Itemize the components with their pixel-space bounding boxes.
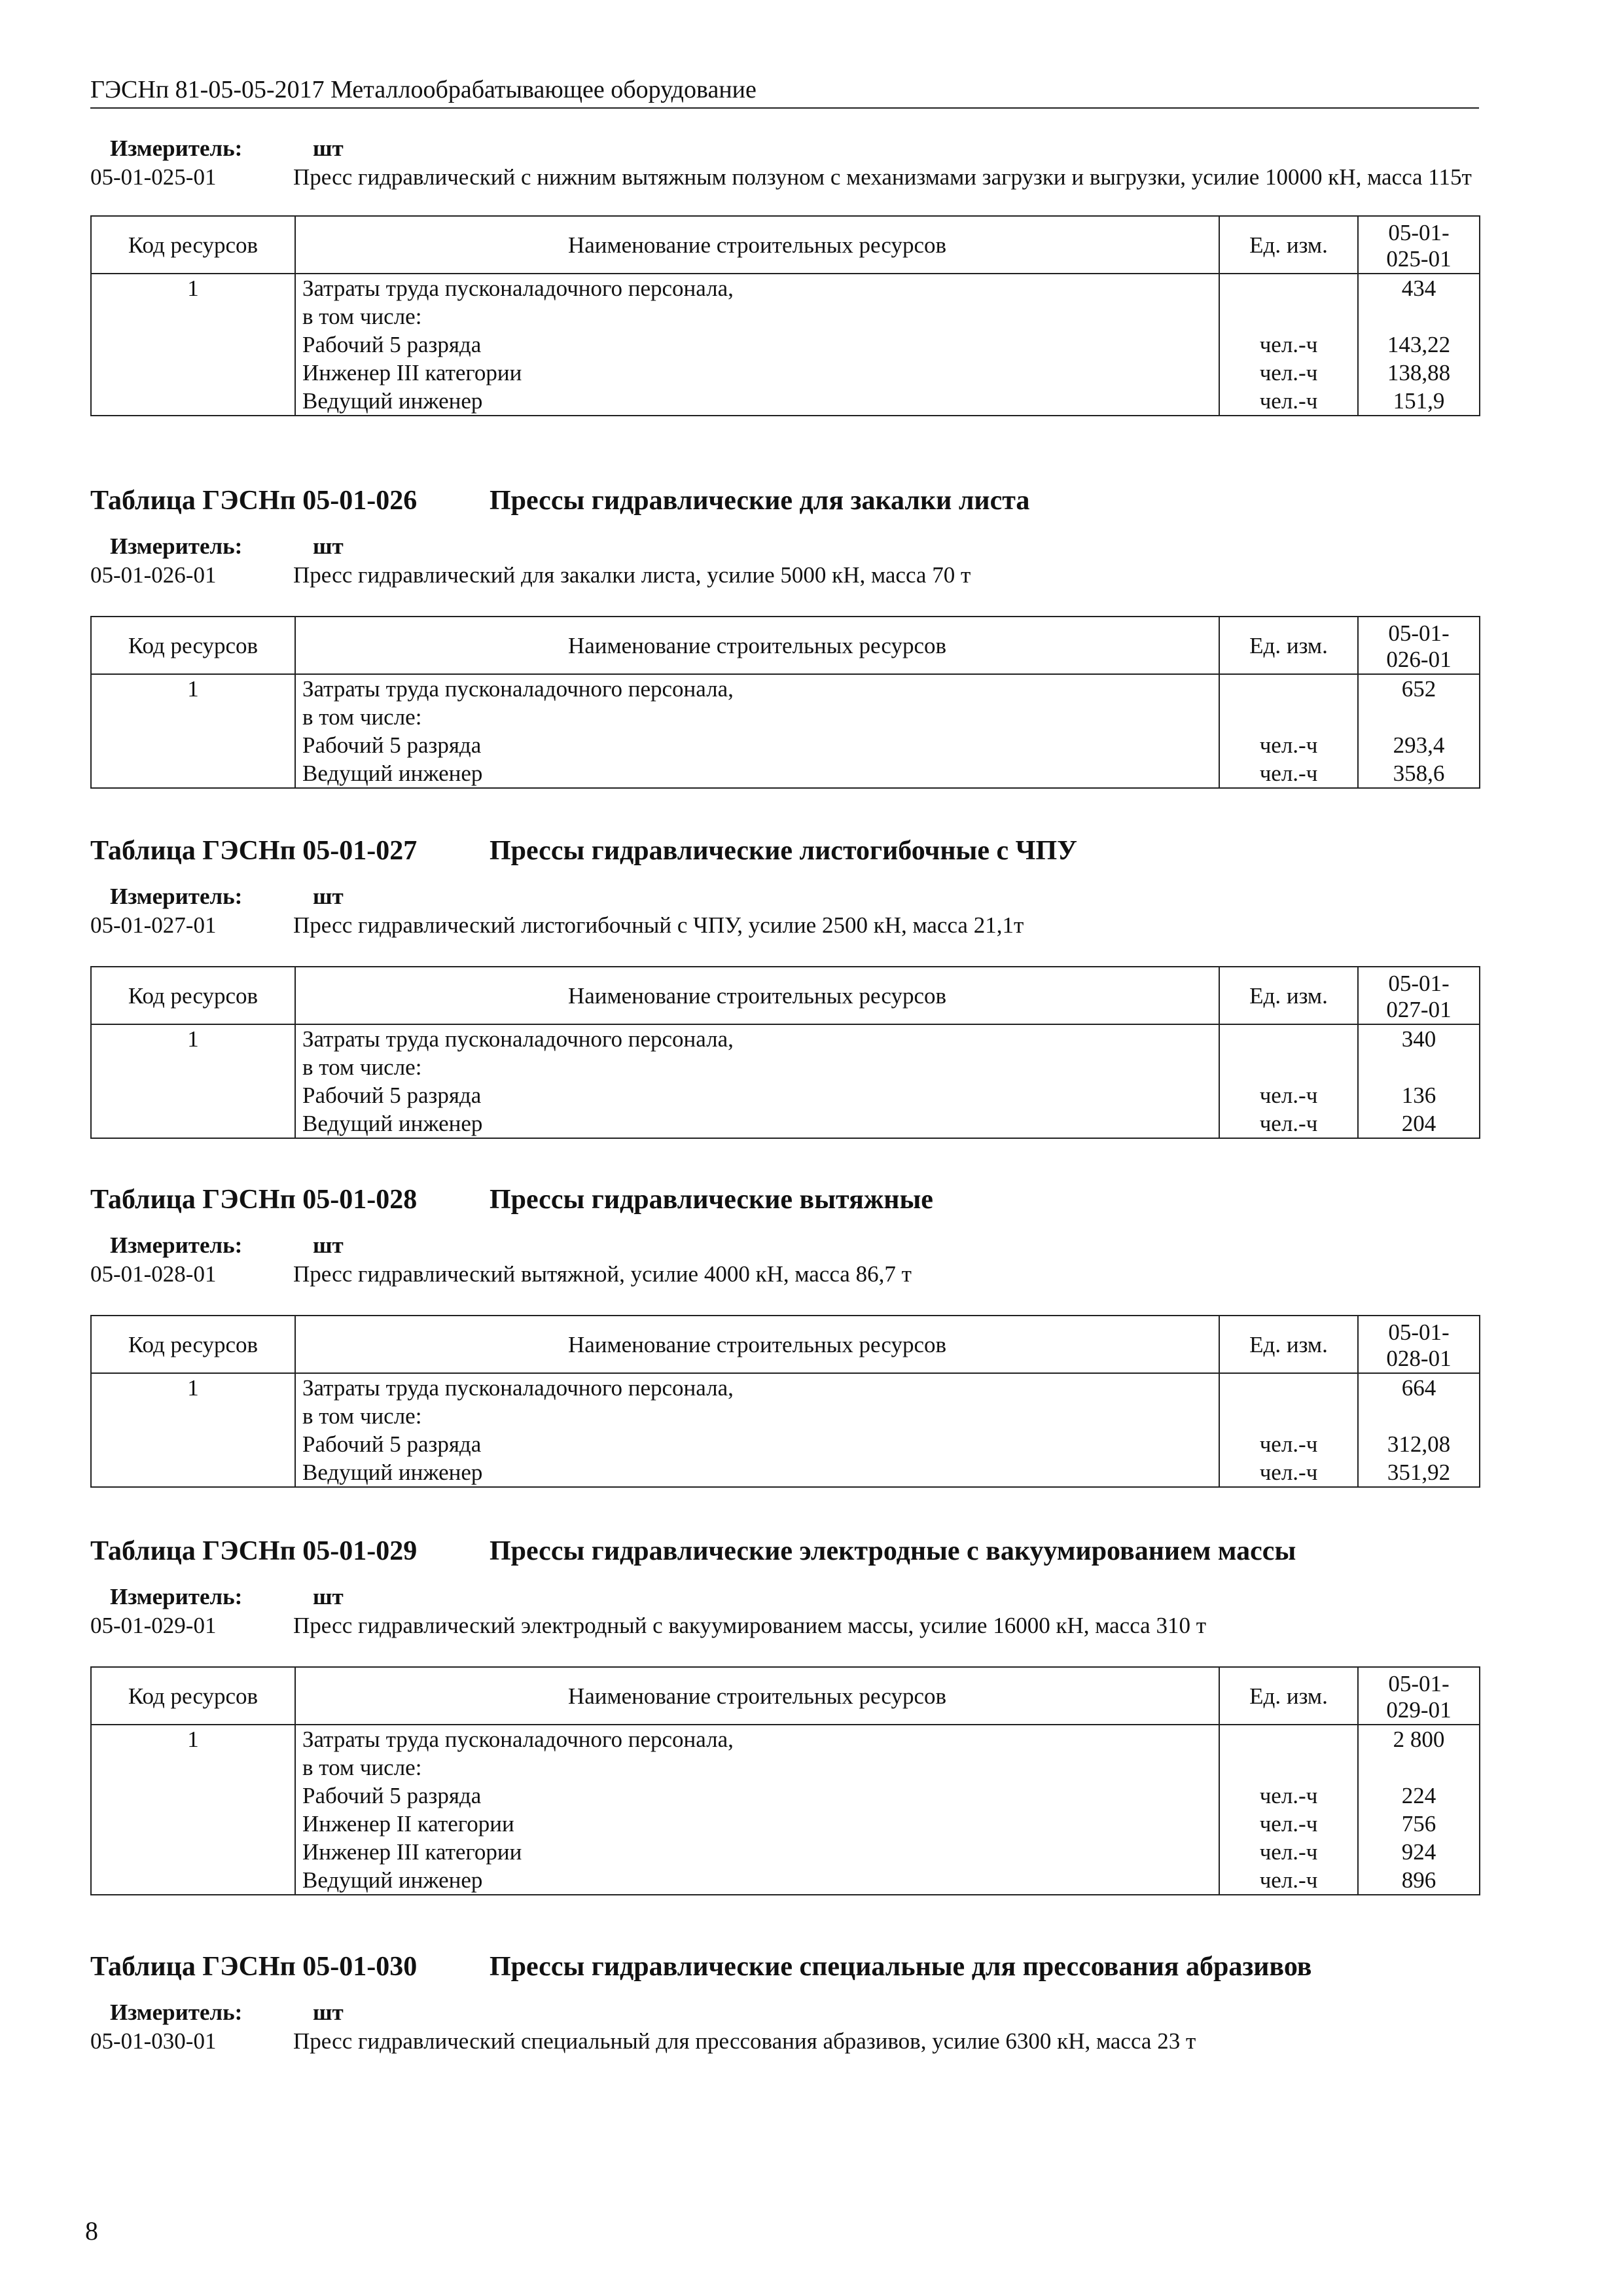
measure-unit: шт xyxy=(313,884,344,909)
resource-units xyxy=(1219,1024,1358,1138)
norm-code: 05-01-027-01 xyxy=(90,912,217,938)
resource-name: Затраты труда пусконаладочного персонала, xyxy=(302,1375,734,1401)
resource-values xyxy=(1358,1024,1480,1138)
measure-row xyxy=(90,1583,1480,1611)
resource-name: Затраты труда пусконаладочного персонала, xyxy=(302,276,734,301)
table-header-row xyxy=(91,1667,1480,1725)
resource-value xyxy=(1365,1753,1472,1782)
resource-code: 1 xyxy=(91,1024,295,1138)
col-header-code: Код ресурсов xyxy=(91,617,295,674)
resource-values xyxy=(1358,1373,1480,1487)
measure-block xyxy=(90,1998,1480,2056)
resources-table xyxy=(90,616,1480,789)
norm-row xyxy=(90,163,1480,192)
table-number: Таблица ГЭСНп 05-01-027 xyxy=(90,836,418,866)
resource-values xyxy=(1358,674,1480,788)
section-title xyxy=(90,1180,1480,1219)
norm-code: 05-01-028-01 xyxy=(90,1261,217,1287)
resource-unit xyxy=(1226,1753,1351,1782)
table-row xyxy=(91,1373,1480,1487)
resource-unit: чел.-ч xyxy=(1259,1111,1318,1136)
resource-value: 136 xyxy=(1401,1083,1436,1108)
resource-value xyxy=(1365,1402,1472,1430)
resource-value xyxy=(1365,703,1472,731)
resource-name: в том числе: xyxy=(302,704,422,730)
resource-value: 434 xyxy=(1401,276,1436,301)
resource-value: 664 xyxy=(1401,1375,1436,1401)
resource-value: 312,08 xyxy=(1387,1431,1451,1457)
resource-unit xyxy=(1226,1725,1351,1753)
resource-value: 756 xyxy=(1401,1811,1436,1837)
norm-description: Пресс гидравлический электродный с вакуумированием массы, усилие 16000 кН, масса 310 т xyxy=(293,1613,1207,1638)
norm-row xyxy=(90,2027,1480,2056)
measure-label: Измеритель: xyxy=(110,135,243,161)
col-header-norm xyxy=(1358,617,1480,674)
measure-unit: шт xyxy=(313,2000,344,2025)
table-section xyxy=(90,481,1480,789)
resource-unit: чел.-ч xyxy=(1259,1811,1318,1837)
resource-values xyxy=(1358,1725,1480,1895)
measure-block xyxy=(90,1583,1480,1640)
resource-name: Затраты труда пусконаладочного персонала, xyxy=(302,1727,734,1752)
resource-units xyxy=(1219,1725,1358,1895)
resource-unit: чел.-ч xyxy=(1259,1839,1318,1865)
measure-row xyxy=(90,1998,1480,2027)
col-header-norm-part: 027-01 xyxy=(1386,997,1452,1022)
resource-name: Затраты труда пусконаладочного персонала, xyxy=(302,1026,734,1052)
col-header-norm-part: 029-01 xyxy=(1386,1697,1452,1723)
resource-code: 1 xyxy=(91,674,295,788)
norm-code: 05-01-025-01 xyxy=(90,164,217,190)
col-header-norm-part: 05-01- xyxy=(1388,220,1450,245)
resource-name: Инженер II категории xyxy=(302,1811,514,1837)
resource-name: Инженер III категории xyxy=(302,1839,522,1865)
resource-name: в том числе: xyxy=(302,1403,422,1429)
table-header-row xyxy=(91,216,1480,274)
resource-values xyxy=(1358,274,1480,416)
resource-value: 293,4 xyxy=(1393,732,1445,758)
table-header-row xyxy=(91,617,1480,674)
resource-name: в том числе: xyxy=(302,1054,422,1080)
resource-value: 138,88 xyxy=(1387,360,1451,386)
measure-unit: шт xyxy=(313,1584,344,1609)
measure-label: Измеритель: xyxy=(110,884,243,909)
resource-value: 924 xyxy=(1401,1839,1436,1865)
resource-name: Ведущий инженер xyxy=(302,761,483,786)
table-section xyxy=(90,1947,1480,2056)
section-title xyxy=(90,831,1480,870)
measure-row xyxy=(90,134,1480,163)
col-header-name: Наименование строительных ресурсов xyxy=(295,967,1219,1024)
table-section xyxy=(90,134,1480,416)
page-number: 8 xyxy=(85,2216,98,2246)
resource-unit xyxy=(1226,675,1351,703)
norm-code: 05-01-029-01 xyxy=(90,1613,217,1638)
resources-table xyxy=(90,1666,1480,1895)
resource-unit: чел.-ч xyxy=(1259,360,1318,386)
col-header-norm-part: 05-01- xyxy=(1388,1671,1450,1696)
resource-value: 151,9 xyxy=(1393,388,1445,414)
table-header-row xyxy=(91,967,1480,1024)
col-header-unit: Ед. изм. xyxy=(1219,617,1358,674)
resource-value: 340 xyxy=(1401,1026,1436,1052)
resource-unit: чел.-ч xyxy=(1259,388,1318,414)
norm-row xyxy=(90,1260,1480,1289)
norm-description: Пресс гидравлический для закалки листа, усилие 5000 кН, масса 70 т xyxy=(293,562,971,588)
resource-code: 1 xyxy=(91,1725,295,1895)
col-header-code: Код ресурсов xyxy=(91,1667,295,1725)
resource-unit xyxy=(1226,703,1351,731)
measure-unit: шт xyxy=(313,1232,344,1258)
resource-unit: чел.-ч xyxy=(1259,1783,1318,1808)
norm-code: 05-01-026-01 xyxy=(90,562,217,588)
col-header-unit: Ед. изм. xyxy=(1219,1316,1358,1373)
resource-name: Рабочий 5 разряда xyxy=(302,332,482,357)
col-header-code: Код ресурсов xyxy=(91,1316,295,1373)
col-header-norm xyxy=(1358,1667,1480,1725)
resource-name: Ведущий инженер xyxy=(302,1111,483,1136)
resource-name: в том числе: xyxy=(302,304,422,329)
col-header-norm-part: 026-01 xyxy=(1386,647,1452,672)
col-header-norm-part: 05-01- xyxy=(1388,971,1450,996)
norm-description: Пресс гидравлический с нижним вытяжным ползуном с механизмами загрузки и выгрузки, усилие 10000 кН, масса 115т xyxy=(293,164,1472,190)
table-header-row xyxy=(91,1316,1480,1373)
resource-value xyxy=(1365,302,1472,331)
resource-units xyxy=(1219,274,1358,416)
resource-value: 896 xyxy=(1401,1867,1436,1893)
table-title: Прессы гидравлические для закалки листа xyxy=(490,486,1030,516)
col-header-norm xyxy=(1358,967,1480,1024)
measure-block xyxy=(90,134,1480,192)
resource-name: Рабочий 5 разряда xyxy=(302,1431,482,1457)
measure-label: Измеритель: xyxy=(110,533,243,559)
norm-description: Пресс гидравлический специальный для прессования абразивов, усилие 6300 кН, масса 23 т xyxy=(293,2028,1196,2054)
measure-block xyxy=(90,882,1480,940)
resource-value: 652 xyxy=(1401,676,1436,702)
norm-row xyxy=(90,911,1480,940)
resource-value: 143,22 xyxy=(1387,332,1451,357)
resource-unit: чел.-ч xyxy=(1259,332,1318,357)
resource-unit xyxy=(1226,1053,1351,1081)
resource-unit: чел.-ч xyxy=(1259,1083,1318,1108)
resource-name: Рабочий 5 разряда xyxy=(302,1083,482,1108)
resource-names xyxy=(295,1725,1219,1895)
resource-name: Рабочий 5 разряда xyxy=(302,1783,482,1808)
table-title: Прессы гидравлические вытяжные xyxy=(490,1185,933,1215)
resource-unit: чел.-ч xyxy=(1259,1867,1318,1893)
measure-row xyxy=(90,1231,1480,1260)
table-row xyxy=(91,1024,1480,1138)
resource-name: Ведущий инженер xyxy=(302,1867,483,1893)
resource-value xyxy=(1365,1053,1472,1081)
resource-code: 1 xyxy=(91,1373,295,1487)
section-title xyxy=(90,481,1480,520)
measure-row xyxy=(90,532,1480,561)
resource-names xyxy=(295,1373,1219,1487)
resource-value: 204 xyxy=(1401,1111,1436,1136)
resource-unit: чел.-ч xyxy=(1259,732,1318,758)
col-header-name: Наименование строительных ресурсов xyxy=(295,617,1219,674)
norm-code: 05-01-030-01 xyxy=(90,2028,217,2054)
col-header-code: Код ресурсов xyxy=(91,216,295,274)
resource-name: Ведущий инженер xyxy=(302,1460,483,1485)
resource-names xyxy=(295,674,1219,788)
resources-table xyxy=(90,966,1480,1139)
measure-label: Измеритель: xyxy=(110,1232,243,1258)
col-header-unit: Ед. изм. xyxy=(1219,1667,1358,1725)
resource-name: Ведущий инженер xyxy=(302,388,483,414)
measure-unit: шт xyxy=(313,533,344,559)
table-title: Прессы гидравлические листогибочные с ЧПУ xyxy=(490,836,1077,866)
resource-value: 358,6 xyxy=(1393,761,1445,786)
resource-unit xyxy=(1226,274,1351,302)
running-header: ГЭСНп 81-05-05-2017 Металлообрабатывающее оборудование xyxy=(90,73,1479,109)
table-row xyxy=(91,1725,1480,1895)
resource-code: 1 xyxy=(91,274,295,416)
resource-value: 2 800 xyxy=(1393,1727,1445,1752)
col-header-name: Наименование строительных ресурсов xyxy=(295,216,1219,274)
resource-names xyxy=(295,1024,1219,1138)
resource-names xyxy=(295,274,1219,416)
norm-row xyxy=(90,561,1480,590)
resources-table xyxy=(90,215,1480,416)
measure-block xyxy=(90,1231,1480,1289)
measure-label: Измеритель: xyxy=(110,1584,243,1609)
col-header-unit: Ед. изм. xyxy=(1219,967,1358,1024)
section-title xyxy=(90,1947,1480,1986)
resource-unit: чел.-ч xyxy=(1259,1431,1318,1457)
col-header-norm xyxy=(1358,216,1480,274)
resource-unit: чел.-ч xyxy=(1259,1460,1318,1485)
col-header-norm-part: 028-01 xyxy=(1386,1346,1452,1371)
resource-unit xyxy=(1226,1402,1351,1430)
table-title: Прессы гидравлические электродные с вакуумированием массы xyxy=(490,1536,1296,1566)
resource-units xyxy=(1219,674,1358,788)
measure-row xyxy=(90,882,1480,911)
table-number: Таблица ГЭСНп 05-01-028 xyxy=(90,1185,418,1215)
table-number: Таблица ГЭСНп 05-01-030 xyxy=(90,1952,418,1982)
table-row xyxy=(91,674,1480,788)
col-header-norm-part: 05-01- xyxy=(1388,1319,1450,1345)
norm-description: Пресс гидравлический листогибочный с ЧПУ, усилие 2500 кН, масса 21,1т xyxy=(293,912,1024,938)
table-row xyxy=(91,274,1480,416)
table-section xyxy=(90,831,1480,1139)
table-title: Прессы гидравлические специальные для прессования абразивов xyxy=(490,1952,1312,1982)
col-header-norm-part: 05-01- xyxy=(1388,620,1450,646)
resource-name: в том числе: xyxy=(302,1755,422,1780)
norm-row xyxy=(90,1611,1480,1640)
col-header-code: Код ресурсов xyxy=(91,967,295,1024)
resource-unit xyxy=(1226,1025,1351,1053)
resources-table xyxy=(90,1315,1480,1488)
resource-name: Инженер III категории xyxy=(302,360,522,386)
col-header-unit: Ед. изм. xyxy=(1219,216,1358,274)
measure-unit: шт xyxy=(313,135,344,161)
resource-units xyxy=(1219,1373,1358,1487)
resource-unit xyxy=(1226,302,1351,331)
resource-unit xyxy=(1226,1374,1351,1402)
col-header-norm xyxy=(1358,1316,1480,1373)
table-number: Таблица ГЭСНп 05-01-029 xyxy=(90,1536,418,1566)
resource-value: 351,92 xyxy=(1387,1460,1451,1485)
table-section xyxy=(90,1532,1480,1895)
table-section xyxy=(90,1180,1480,1488)
resource-name: Рабочий 5 разряда xyxy=(302,732,482,758)
col-header-name: Наименование строительных ресурсов xyxy=(295,1316,1219,1373)
section-title xyxy=(90,1532,1480,1571)
table-number: Таблица ГЭСНп 05-01-026 xyxy=(90,486,418,516)
measure-block xyxy=(90,532,1480,590)
measure-label: Измеритель: xyxy=(110,2000,243,2025)
resource-name: Затраты труда пусконаладочного персонала, xyxy=(302,676,734,702)
resource-unit: чел.-ч xyxy=(1259,761,1318,786)
norm-description: Пресс гидравлический вытяжной, усилие 4000 кН, масса 86,7 т xyxy=(293,1261,912,1287)
col-header-name: Наименование строительных ресурсов xyxy=(295,1667,1219,1725)
col-header-norm-part: 025-01 xyxy=(1386,246,1452,272)
resource-value: 224 xyxy=(1401,1783,1436,1808)
